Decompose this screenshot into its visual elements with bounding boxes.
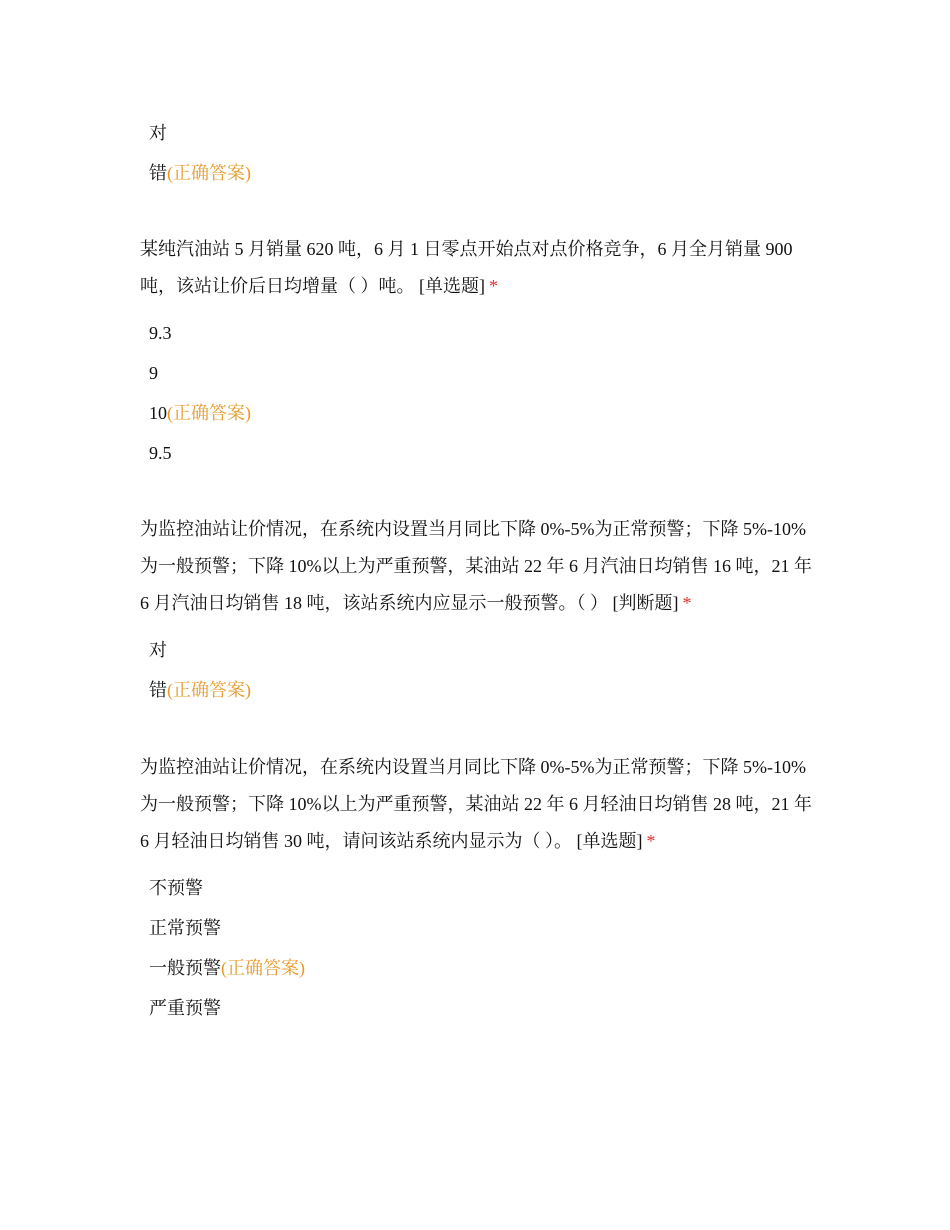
question-2-block (140, 511, 820, 710)
option-label: 一般预警 (149, 958, 221, 978)
question-2-text (140, 511, 820, 622)
correct-answer-mark: (正确答案) (167, 403, 251, 423)
question-1-block (140, 231, 820, 473)
option-true[interactable] (140, 630, 820, 670)
option-a[interactable] (140, 868, 820, 908)
option-label: 9 (149, 363, 158, 383)
required-star: * (646, 831, 656, 851)
question-type-tag: [判断题] (612, 593, 679, 613)
question-type-tag: [单选题] (576, 831, 643, 851)
option-d[interactable] (140, 988, 820, 1028)
question-3-text (140, 749, 820, 860)
option-label: 严重预警 (149, 998, 221, 1018)
question-1-options (140, 313, 820, 473)
question-type-tag: [单选题] (419, 276, 485, 296)
required-star: * (682, 593, 692, 613)
option-label: 9.5 (149, 443, 172, 463)
question-0-block (140, 113, 820, 193)
option-label: 正常预警 (149, 918, 221, 938)
option-c[interactable] (140, 393, 820, 433)
correct-answer-mark: (正确答案) (167, 163, 251, 183)
option-label: 错 (149, 680, 167, 700)
correct-answer-mark: (正确答案) (167, 680, 251, 700)
question-3-block (140, 749, 820, 1028)
option-b[interactable] (140, 353, 820, 393)
option-d[interactable] (140, 433, 820, 473)
question-1-text (140, 231, 820, 305)
question-3-options (140, 868, 820, 1028)
option-false[interactable] (140, 670, 820, 710)
option-c[interactable] (140, 948, 820, 988)
option-label: 对 (149, 123, 167, 143)
option-false[interactable] (140, 153, 820, 193)
option-label: 不预警 (149, 878, 203, 898)
option-b[interactable] (140, 908, 820, 948)
correct-answer-mark: (正确答案) (221, 958, 305, 978)
question-1-stem: 某纯汽油站 5 月销量 620 吨，6 月 1 日零点开始点对点价格竞争，6 月全月销量 900 吨，该站让价后日均增量（ ）吨。 (140, 239, 793, 296)
option-a[interactable] (140, 313, 820, 353)
option-label: 9.3 (149, 323, 172, 343)
question-2-options (140, 630, 820, 710)
question-2-stem: 为监控油站让价情况，在系统内设置当月同比下降 0%-5%为正常预警；下降 5%-10%为一般预警；下降 10%以上为严重预警，某油站 22 年 6 月汽油日均销售 16 吨，21 年 6 月汽油日均销售 18 吨，该站系统内应显示一般预警。（ ） (140, 519, 812, 613)
question-3-stem: 为监控油站让价情况，在系统内设置当月同比下降 0%-5%为正常预警；下降 5%-10%为一般预警；下降 10%以上为严重预警，某油站 22 年 6 月轻油日均销售 28 吨，21 年 6 月轻油日均销售 30 吨，请问该站系统内显示为（ ）。 (140, 757, 812, 851)
required-star: * (489, 276, 498, 296)
option-label: 对 (149, 640, 167, 660)
question-0-options (140, 113, 820, 193)
option-label: 10 (149, 403, 167, 423)
option-true[interactable] (140, 113, 820, 153)
option-label: 错 (149, 163, 167, 183)
